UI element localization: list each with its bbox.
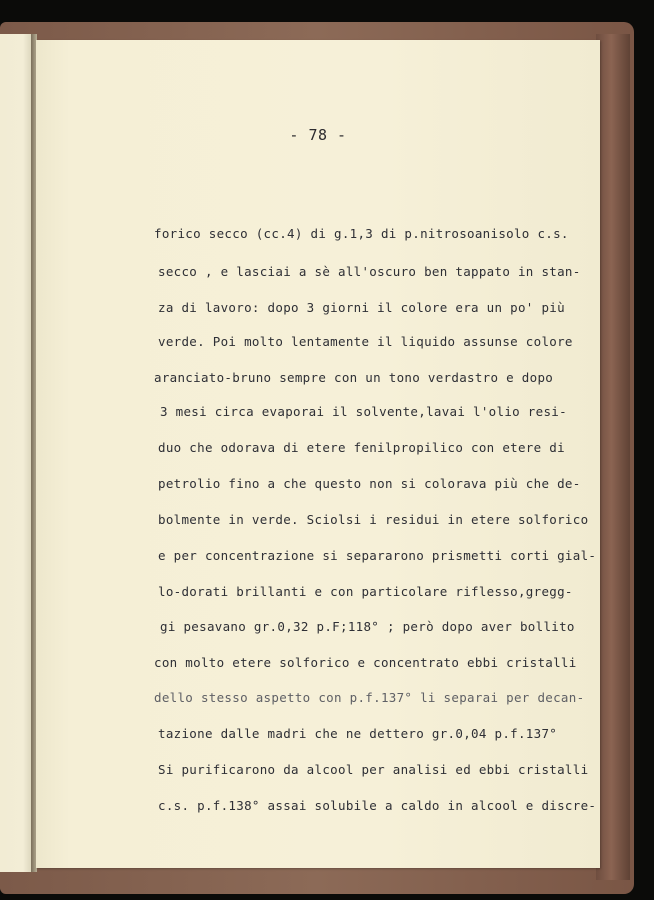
- text-line: 3 mesi circa evaporai il solvente,lavai l'olio resi-: [160, 404, 567, 419]
- text-line: za di lavoro: dopo 3 giorni il colore era un po' più: [158, 300, 565, 315]
- text-line: gi pesavano gr.0,32 p.F;118° ; però dopo aver bollito: [160, 619, 575, 634]
- text-line: c.s. p.f.138° assai solubile a caldo in alcool e discre-: [158, 798, 597, 813]
- text-line: lo-dorati brillanti e con particolare riflesso,gregg-: [158, 584, 573, 599]
- text-line: aranciato-bruno sempre con un tono verdastro e dopo: [154, 370, 554, 385]
- text-line: bolmente in verde. Sciolsi i residui in etere solforico: [158, 512, 589, 527]
- text-line: tazione dalle madri che ne dettero gr.0,04 p.f.137°: [158, 726, 558, 741]
- text-line: e per concentrazione si separarono prismetti corti gial-: [158, 548, 597, 563]
- document-page: [36, 40, 600, 868]
- text-line: secco , e lasciai a sè all'oscuro ben tappato in stan-: [158, 264, 581, 279]
- body-text: [36, 40, 600, 868]
- left-page-edge: [0, 34, 33, 872]
- text-line: verde. Poi molto lentamente il liquido assunse colore: [158, 334, 573, 349]
- text-line: Si purificarono da alcool per analisi ed ebbi cristalli: [158, 762, 589, 777]
- text-line: petrolio fino a che questo non si colorava più che de-: [158, 476, 581, 491]
- cover-edge: [596, 34, 630, 880]
- page-number: - 78 -: [289, 126, 347, 144]
- text-line: forico secco (cc.4) di g.1,3 di p.nitrosoanisolo c.s.: [154, 226, 569, 241]
- text-line: dello stesso aspetto con p.f.137° li separai per decan-: [154, 690, 585, 705]
- text-line: con molto etere solforico e concentrato ebbi cristalli: [154, 655, 577, 670]
- text-line: duo che odorava di etere fenilpropilico con etere di: [158, 440, 565, 455]
